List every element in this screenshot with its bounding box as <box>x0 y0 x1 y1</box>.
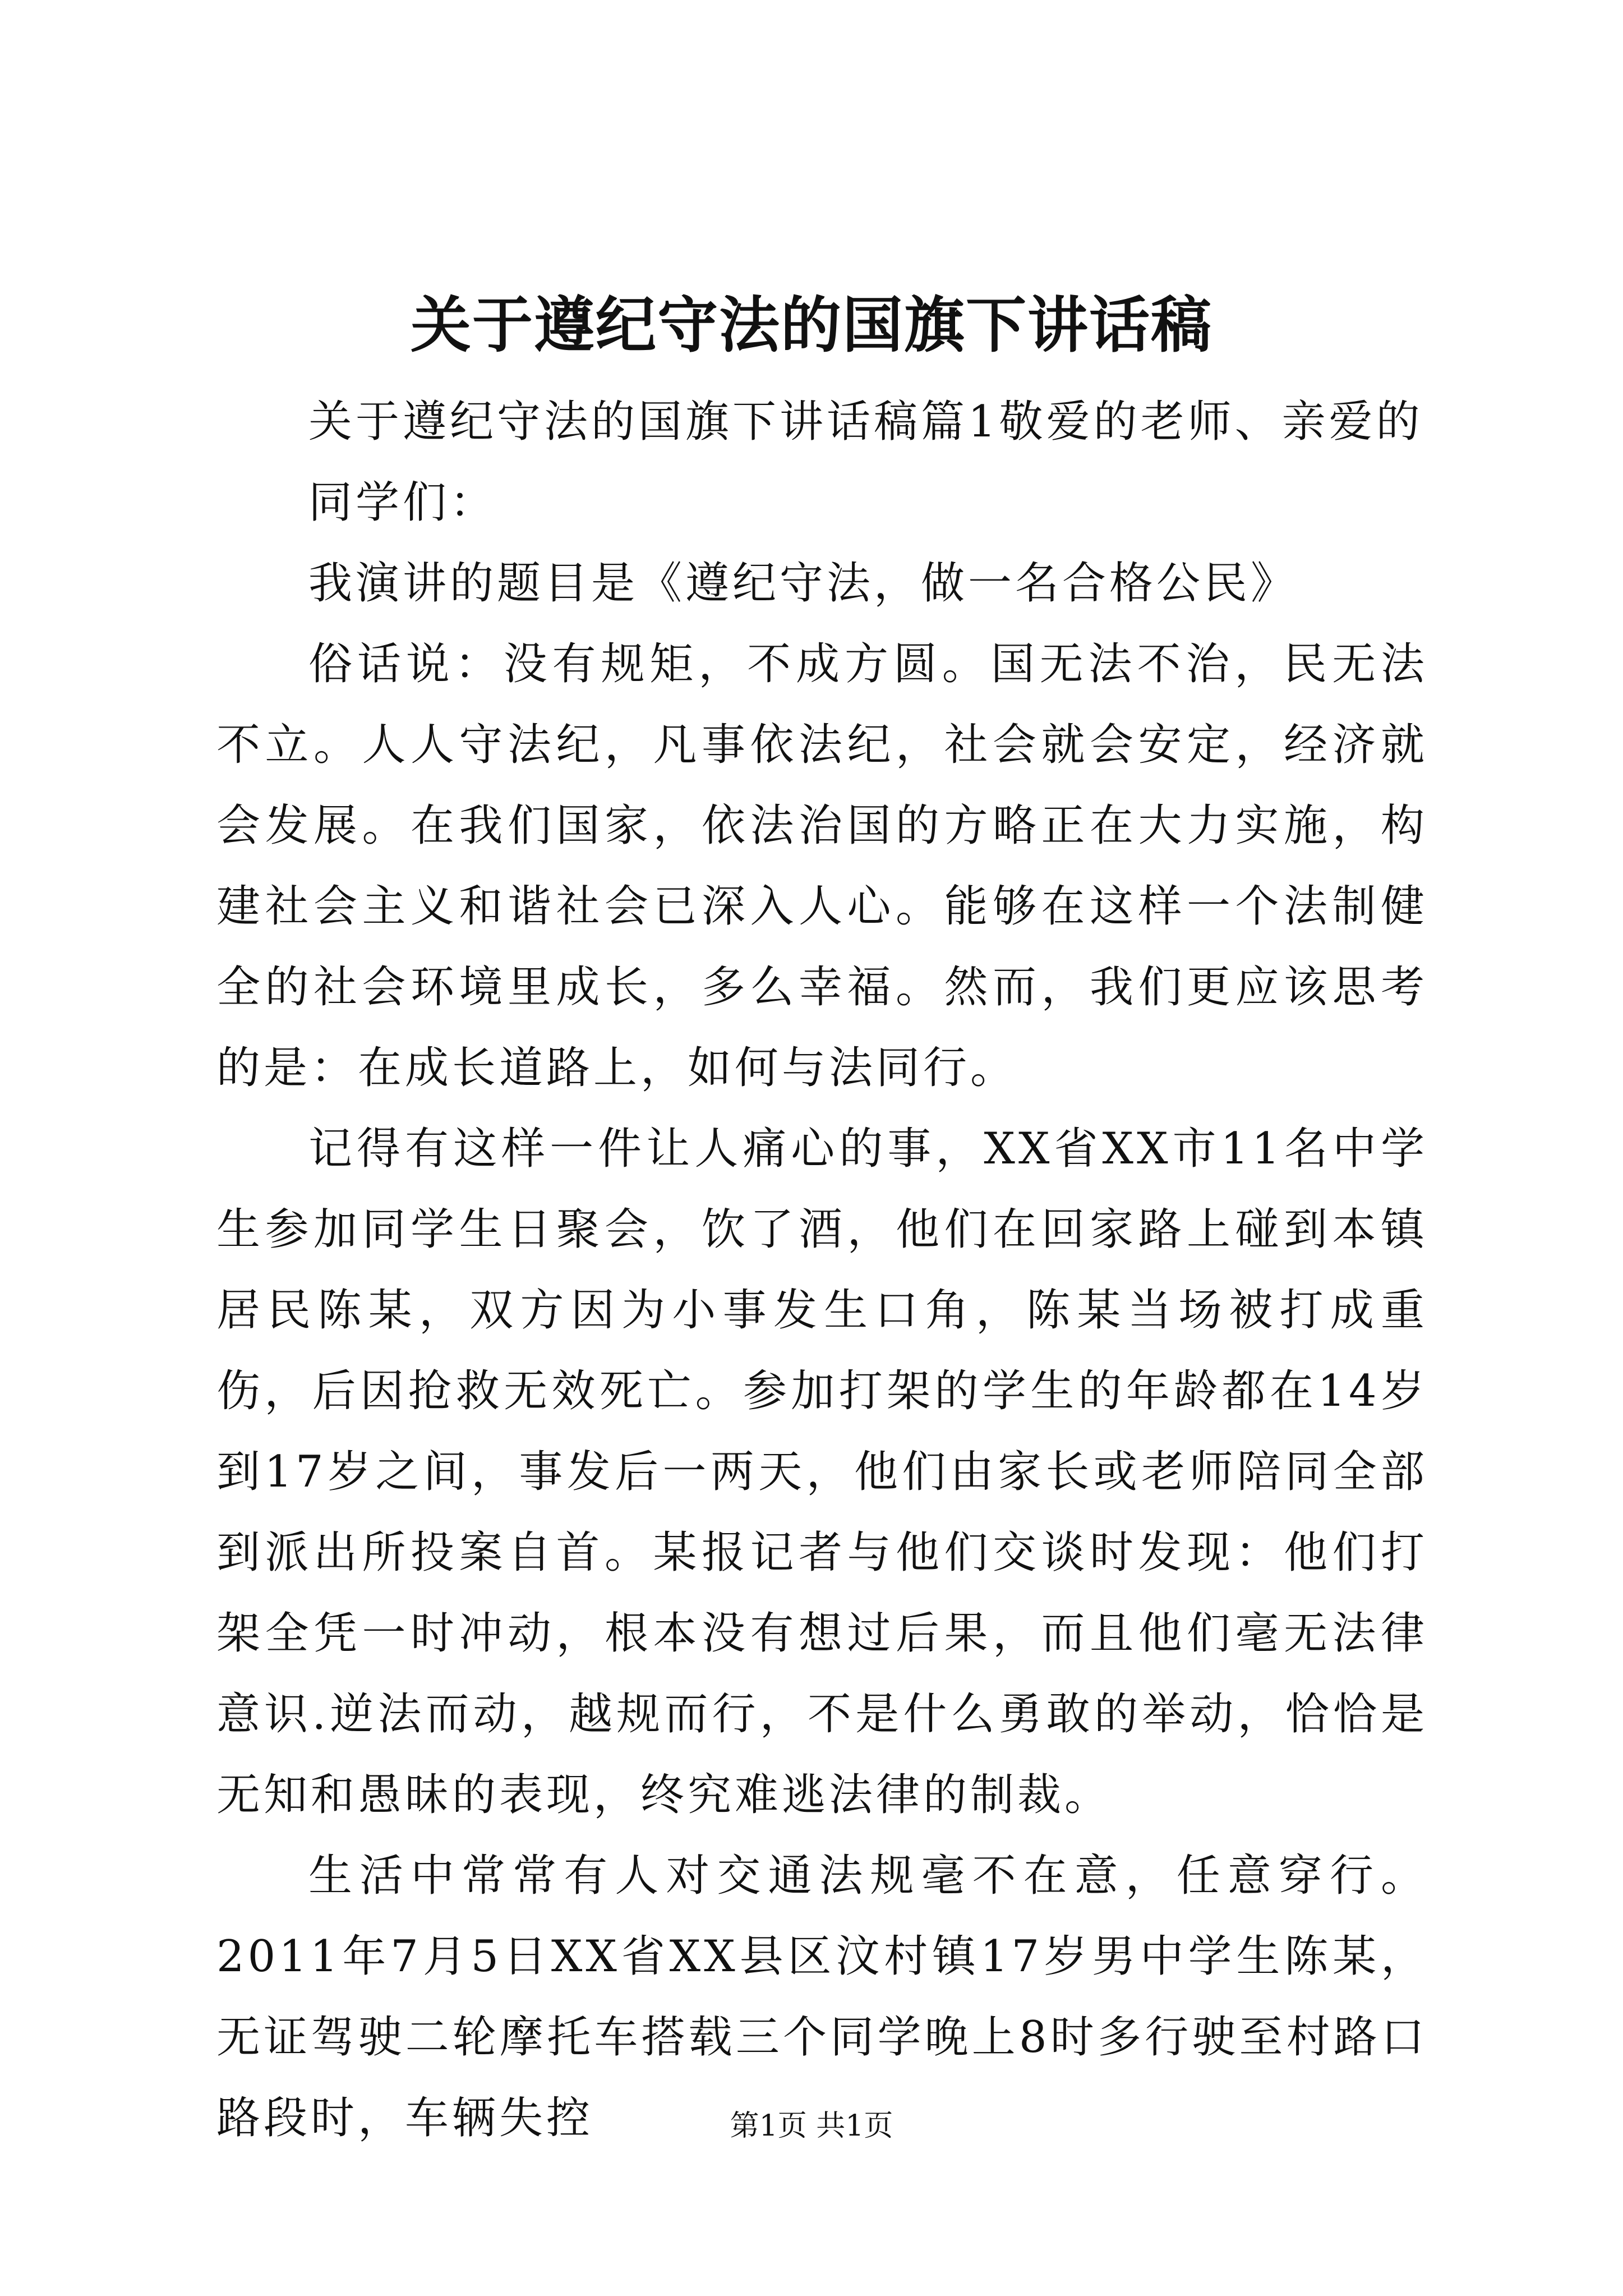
paragraph-traffic: 生活中常常有人对交通法规毫不在意，任意穿行。2011年7月5日XX省XX县区汶村镇17岁男中学生陈某，无证驾驶二轮摩托车搭载三个同学晚上8时多行驶至村路口路段时，车辆失控 <box>216 1851 1428 2143</box>
document-body <box>216 381 1428 2159</box>
paragraph-proverb: 俗话说：没有规矩，不成方圆。国无法不治，民无法不立。人人守法纪，凡事依法纪，社会就会安定，经济就会发展。在我们国家，依法治国的方略正在大力实施，构建社会主义和谐社会已深入人心。能够在这样一个法制健全的社会环境里成长，多么幸福。然而，我们更应该思考的是：在成长道路上，如何与法同行。 <box>216 639 1428 1093</box>
paragraph-intro: 关于遵纪守法的国旗下讲话稿篇1敬爱的老师、亲爱的 <box>308 397 1423 447</box>
paragraph-speech-topic: 我演讲的题目是《遵纪守法，做一名合格公民》 <box>308 558 1298 609</box>
paragraph-incident: 记得有这样一件让人痛心的事，XX省XX市11名中学生参加同学生日聚会，饮了酒，他们在回家路上碰到本镇居民陈某，双方因为小事发生口角，陈某当场被打成重伤，后因抢救无效死亡。参加打架的学生的年龄都在14岁到17岁之间，事发后一两天，他们由家长或老师陪同全部到派出所投案自首。某报记者与他们交谈时发现：他们打架全凭一时冲动，根本没有想过后果，而且他们毫无法律意识.逆法而动，越规而行，不是什么勇敢的举动，恰恰是无知和愚昧的表现，终究难逃法律的制裁。 <box>216 1124 1428 1820</box>
page-footer: 第1页 共1页 <box>730 2109 893 2143</box>
document-title: 关于遵纪守法的国旗下讲话稿 <box>410 290 1212 361</box>
paragraph-salutation: 同学们： <box>308 477 497 528</box>
